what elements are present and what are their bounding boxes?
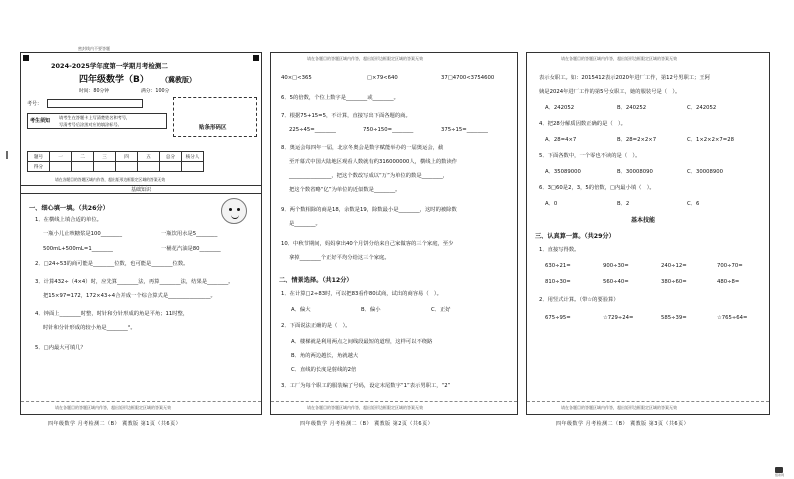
seal-line-notice: 请在各题目的答题区域内作答，超出矩形边框限定区域的答案无效 bbox=[561, 405, 677, 410]
question-1d[interactable]: 一桶花汽油是80________ bbox=[161, 246, 221, 252]
choice-option[interactable]: B．30008090 bbox=[617, 169, 653, 175]
calc-item[interactable]: 560÷40= bbox=[603, 279, 629, 285]
score-table-row bbox=[28, 152, 204, 162]
notice-label: 考生须知 bbox=[30, 118, 51, 124]
choice-option[interactable]: B．28=2×2×7 bbox=[617, 137, 657, 143]
corner-logo-label: 组卷网 bbox=[775, 473, 785, 477]
score-cell[interactable] bbox=[94, 162, 116, 172]
score-cell: 一 bbox=[50, 152, 72, 162]
score-table-row bbox=[28, 162, 204, 172]
choice-option[interactable]: B．2 bbox=[617, 201, 630, 207]
inequality-1[interactable]: 40×□<365 bbox=[281, 75, 312, 81]
notice-text: 写清考号后涂黑对应的填涂标号。 bbox=[59, 122, 122, 127]
calc-item[interactable]: 810÷30= bbox=[545, 279, 571, 285]
question-10-line2[interactable]: 拿掉________个正好平均分给这三个家庭。 bbox=[289, 255, 390, 261]
choice-question-1: 1．在计算□2÷83时，可以把83看作80试商，试出的商容易（ ）。 bbox=[281, 291, 442, 297]
score-cell: 总分 bbox=[160, 152, 182, 162]
divider bbox=[21, 401, 261, 402]
barcode-label: 贴条形码区 bbox=[199, 125, 227, 131]
page-footer: 四年级数学 月考检测二（B） 冀教版 第2页（共6页） bbox=[300, 421, 434, 427]
question-7: 7．根据75+15=5，不计算，直接写出下面各题的商。 bbox=[281, 113, 411, 119]
question-3[interactable]: 3．计算432÷（4×4）时，应先算________法，再算________法，结果是________。 bbox=[35, 279, 234, 285]
question-3b[interactable]: 把15×97=172，172×43÷4合并成一个综合算式是________________。 bbox=[43, 293, 216, 299]
choice-option[interactable]: C．1×2×2×7=28 bbox=[687, 137, 734, 143]
choice-option[interactable]: A．0 bbox=[545, 201, 558, 207]
page-footer: 四年级数学 月考检测二（B） 冀教版 第3页（共6页） bbox=[556, 421, 690, 427]
exam-page-3 bbox=[526, 52, 770, 415]
edition-label: （冀教版） bbox=[161, 76, 196, 84]
choice-option[interactable]: A．偏大 bbox=[291, 307, 311, 313]
choice-option[interactable]: B．角的两边越长，角就越大 bbox=[291, 353, 359, 359]
question-5: 5．□内最大可填几？ bbox=[35, 345, 86, 351]
section-1-title: 一、细心填一填。（共26分） bbox=[29, 205, 109, 212]
calc-item[interactable]: 380÷60= bbox=[661, 279, 687, 285]
seal-line-notice: 请在各题目的答题区域内作答，超出矩形边框限定区域的答案无效 bbox=[55, 405, 171, 410]
choice-option[interactable]: A．28=4×7 bbox=[545, 137, 577, 143]
calc-item[interactable]: 675÷95= bbox=[545, 315, 571, 321]
calc-item[interactable]: 480÷8= bbox=[717, 279, 740, 285]
score-cell[interactable] bbox=[116, 162, 138, 172]
exam-number-boxes[interactable] bbox=[47, 99, 143, 108]
choice-question-6: 6．3□60是2，3，5的倍数，□内最小填（ ）。 bbox=[539, 185, 655, 191]
score-cell: 二 bbox=[72, 152, 94, 162]
seal-line-notice: 请在各题目的答题区域内作答，超出矩形边框限定区域的答案无效 bbox=[561, 56, 677, 61]
score-cell[interactable] bbox=[50, 162, 72, 172]
choice-option[interactable]: A．242052 bbox=[545, 105, 575, 111]
question-7c[interactable]: 375÷15=________ bbox=[441, 127, 488, 133]
choice-option[interactable]: C．正好 bbox=[431, 307, 451, 313]
exam-number-label: 考号： bbox=[27, 101, 43, 107]
seal-line-notice: 请在各题目的答题区域内作答，超出矩形边框限定区域的答案无效 bbox=[307, 405, 423, 410]
score-label: 满分：100分 bbox=[141, 89, 170, 94]
score-table bbox=[27, 151, 204, 172]
score-cell[interactable] bbox=[138, 162, 160, 172]
choice-option[interactable]: C．30008900 bbox=[687, 169, 723, 175]
exam-page-2 bbox=[270, 52, 518, 415]
score-cell[interactable] bbox=[160, 162, 182, 172]
calc-question-1: 1．直接写得数。 bbox=[539, 247, 580, 253]
score-cell[interactable] bbox=[72, 162, 94, 172]
section-3-title: 三、认真算一算。（共29分） bbox=[535, 233, 615, 240]
divider bbox=[527, 401, 769, 402]
question-8-line2: 至开幕式中国大陆地区观看人数就有约316000000人，横线上的数读作 bbox=[289, 159, 458, 165]
calc-item[interactable]: 630÷21= bbox=[545, 263, 571, 269]
question-1c[interactable]: 500mL+500mL=1________ bbox=[43, 246, 113, 252]
score-cell: 三 bbox=[94, 152, 116, 162]
calc-item[interactable]: ☆765÷64= bbox=[717, 315, 748, 321]
calc-item[interactable]: 240÷12= bbox=[661, 263, 687, 269]
question-7b[interactable]: 750÷150=________ bbox=[363, 127, 414, 133]
question-9[interactable]: 9．两个数相除的商是18，余数是19，除数最小是________，这时的被除数 bbox=[281, 207, 457, 213]
answer-area-notice: 请在各题目的答题区域内作答，超出矩形边框限定区域的答案无效 bbox=[55, 177, 166, 182]
question-2[interactable]: 2．□24÷53的商可能是________位数，也可能是________位数。 bbox=[35, 261, 189, 267]
choice-option[interactable]: C．242052 bbox=[687, 105, 717, 111]
score-cell: 四 bbox=[116, 152, 138, 162]
choice-question-3: 3．工厂为每个职工的服装编了号码，设定末尾数字“1”表示男职工，“2” bbox=[281, 383, 451, 389]
question-1a[interactable]: 一瓶小儿止咳糖浆是100________ bbox=[43, 231, 122, 237]
choice-question-3-cont: 表示女职工。如：2015412表示2020年进厂工作，第12号男职工；王阿 bbox=[539, 75, 710, 81]
page-footer: 四年级数学 月考检测二（B） 冀教版 第1页（共6页） bbox=[48, 421, 182, 427]
score-cell: 五 bbox=[138, 152, 160, 162]
registration-mark bbox=[23, 55, 29, 61]
question-4b[interactable]: 时针和分针形成的较小角是________°。 bbox=[43, 325, 136, 331]
score-cell: 题号 bbox=[28, 152, 50, 162]
divider bbox=[271, 401, 517, 402]
choice-question-2: 2．下面说法正确的是（ ）。 bbox=[281, 323, 351, 329]
section-banner-skills: 基本技能 bbox=[631, 217, 656, 224]
choice-option[interactable]: C．直线的长度是射线的2倍 bbox=[291, 367, 357, 373]
choice-option[interactable]: A．35089000 bbox=[545, 169, 581, 175]
question-6[interactable]: 6．5的倍数，个位上数字是________或________。 bbox=[281, 95, 399, 101]
question-1b[interactable]: 一瓶饮用水是5________ bbox=[161, 231, 218, 237]
question-4[interactable]: 4．钟面上________时整，时针和分针形成的角是平角；11时整， bbox=[35, 311, 189, 317]
time-label: 时间：80分钟 bbox=[79, 89, 110, 94]
score-cell: 得分 bbox=[28, 162, 50, 172]
binding-mark: ‖ bbox=[5, 150, 9, 159]
choice-question-5: 5．下面各数中，一个零也不读的是（ ）。 bbox=[539, 153, 641, 159]
score-cell: 核分人 bbox=[182, 152, 204, 162]
question-8-line4[interactable]: 把这个数省略“亿”为单位的近似数是________。 bbox=[289, 187, 401, 193]
section-2-title: 二、情景选择。（共12分） bbox=[279, 277, 353, 284]
exam-subtitle: 四年级数学（B） bbox=[79, 75, 149, 85]
calc-item[interactable]: 700÷70= bbox=[717, 263, 743, 269]
seal-line-label: 密封线内不要答题 bbox=[78, 46, 110, 51]
choice-option[interactable]: C．6 bbox=[687, 201, 700, 207]
calc-item[interactable]: ☆729÷24= bbox=[603, 315, 634, 321]
score-cell[interactable] bbox=[182, 162, 204, 172]
seal-line-notice: 请在各题目的答题区域内作答，超出矩形边框限定区域的答案无效 bbox=[307, 56, 423, 61]
question-7a[interactable]: 225÷45=________ bbox=[289, 127, 336, 133]
choice-option[interactable]: B．240252 bbox=[617, 105, 647, 111]
question-10: 10．中秋节期间，妈妈拿出40个月饼分给来自己家做客的三个家庭，至少 bbox=[281, 241, 454, 247]
choice-question-3-cont: 姨是2024年进厂工作的第5号女职工，她的服装号是（ ）。 bbox=[539, 89, 681, 95]
choice-question-4: 4．把28分解质因数正确的是（ ）。 bbox=[539, 121, 626, 127]
calc-item[interactable]: 900÷30= bbox=[603, 263, 629, 269]
exam-title: 2024-2025学年度第一学期月考检测二 bbox=[51, 62, 168, 70]
calc-item[interactable]: 585÷39= bbox=[661, 315, 687, 321]
question-1: 1．在横线上填合适的单位。 bbox=[35, 217, 102, 223]
question-8: 8．奥运会每四年一届，北京冬奥会是数字赋能举办的一届奥运会，截 bbox=[281, 145, 444, 151]
inequality-3[interactable]: 37□4700<3754600 bbox=[441, 75, 495, 81]
question-8-line3[interactable]: ________________，把这个数改写成以“万”为单位的数是________， bbox=[289, 173, 449, 179]
choice-option[interactable]: A．楼梯就是利用两点之间线段最短的道理，这样可以不绕路 bbox=[291, 339, 433, 345]
calc-question-2: 2．用竖式计算。（带☆的要验算） bbox=[539, 297, 619, 303]
registration-mark bbox=[253, 55, 259, 61]
notice-text: 请考生在答题卡上写清楚姓名和考号， bbox=[59, 115, 131, 120]
question-9-line2[interactable]: 是________。 bbox=[289, 221, 321, 227]
section-banner-basics: 基础知识 bbox=[21, 185, 261, 194]
exam-page-1 bbox=[20, 52, 262, 415]
inequality-2[interactable]: □×79<640 bbox=[367, 75, 398, 81]
cartoon-mascot bbox=[221, 198, 247, 224]
choice-option[interactable]: B．偏小 bbox=[361, 307, 381, 313]
